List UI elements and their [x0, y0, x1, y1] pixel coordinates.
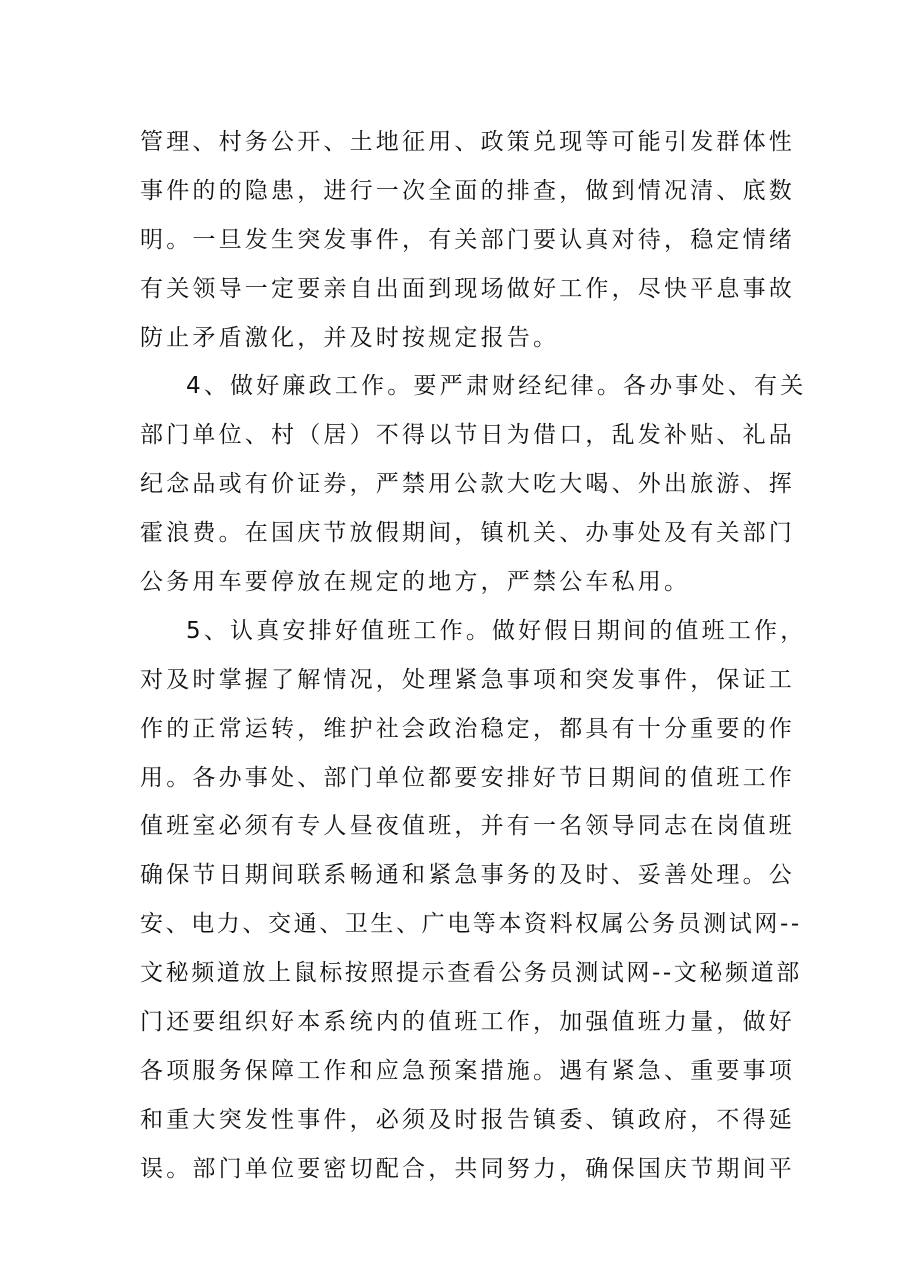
text-line: 作的正常运转，维护社会政治稳定，都具有十分重要的作 [140, 715, 795, 742]
text-line: 部门单位、村（居）不得以节日为借口，乱发补贴、礼品 [140, 422, 795, 449]
text-line: 各项服务保障工作和应急预案措施。遇有紧急、重要事项 [140, 1057, 795, 1084]
text-line: 霍浪费。在国庆节放假期间，镇机关、办事处及有关部门 [140, 520, 795, 547]
text-line: 对及时掌握了解情况，处理紧急事项和突发事件，保证工 [140, 666, 795, 693]
text-line: 值班室必须有专人昼夜值班，并有一名领导同志在岗值班 [140, 813, 795, 840]
text-line: 确保节日期间联系畅通和紧急事务的及时、妥善处理。公 [140, 862, 795, 889]
text-line: 事件的的隐患，进行一次全面的排查，做到情况清、底数 [140, 177, 795, 204]
text-line: 用。各办事处、部门单位都要安排好节日期间的值班工作 [140, 764, 795, 791]
text-line: 文秘频道放上鼠标按照提示查看公务员测试网--文秘频道部 [140, 960, 802, 987]
text-line: 有关领导一定要亲自出面到现场做好工作，尽快平息事故 [140, 275, 795, 302]
text-line: 公务用车要停放在规定的地方，严禁公车私用。 [140, 569, 691, 596]
text-line: 防止矛盾激化，并及时按规定报告。 [140, 324, 560, 351]
text-line: 安、电力、交通、卫生、广电等本资料权属公务员测试网-- [140, 911, 802, 938]
text-line: 明。一旦发生突发事件，有关部门要认真对待，稳定情绪 [140, 226, 795, 253]
body-text [140, 118, 807, 1194]
text-line: 门还要组织好本系统内的值班工作，加强值班力量，做好 [140, 1009, 795, 1036]
text-line: 误。部门单位要密切配合，共同努力，确保国庆节期间平 [140, 1155, 795, 1182]
text-line: 纪念品或有价证券，严禁用公款大吃大喝、外出旅游、挥 [140, 471, 795, 498]
section-5-heading-line: 5、认真安排好值班工作。做好假日期间的值班工作， [186, 617, 807, 644]
text-line: 管理、村务公开、土地征用、政策兑现等可能引发群体性 [140, 129, 795, 155]
section-4-heading-line: 4、做好廉政工作。要严肃财经纪律。各办事处、有关 [186, 373, 807, 400]
text-line: 和重大突发性事件，必须及时报告镇委、镇政府，不得延 [140, 1106, 795, 1133]
